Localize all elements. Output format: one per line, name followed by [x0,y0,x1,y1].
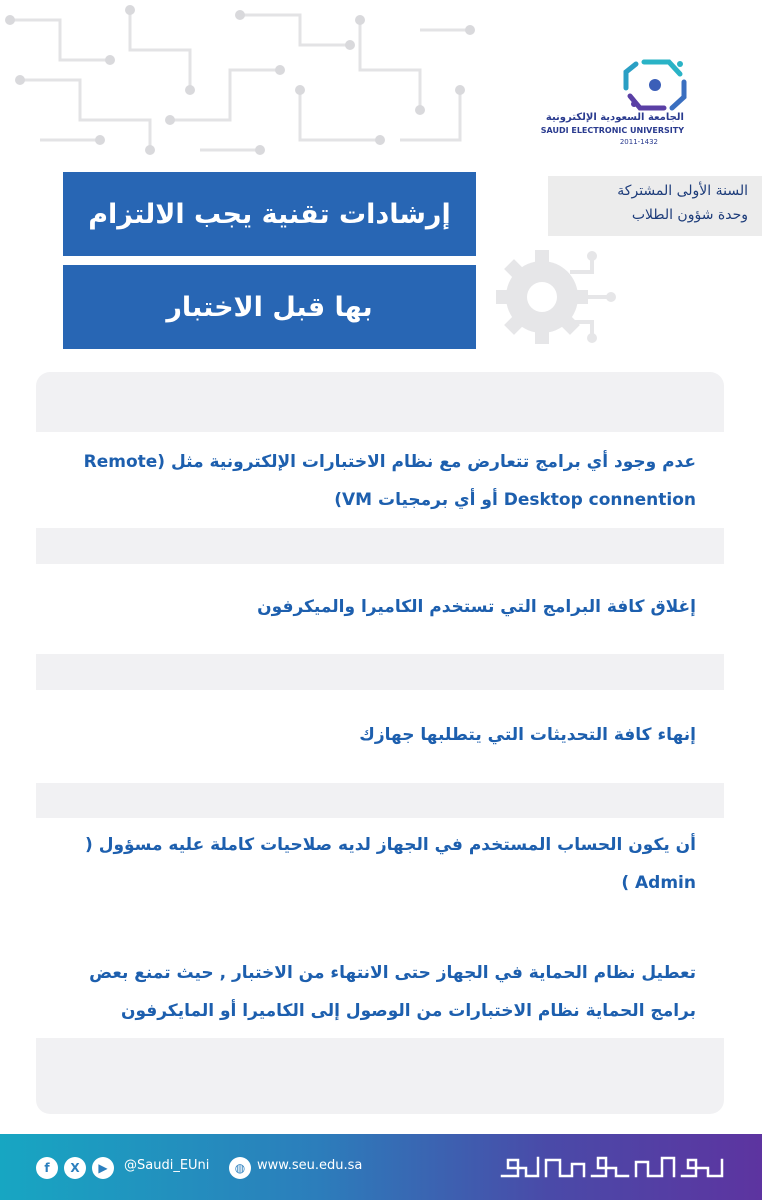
gear-circuit-icon [492,242,617,352]
website-link[interactable]: www.seu.edu.sa [257,1158,363,1173]
youtube-icon[interactable]: ▶ [92,1157,114,1179]
department-line-1: السنة الأولى المشتركة [617,183,748,199]
title-line-2: بها قبل الاختبار [63,265,476,349]
instruction-item-3: إنهاء كافة التحديثات التي يتطلبها جهازك [359,725,696,745]
instruction-item-1: عدم وجود أي برامج تتعارض مع نظام الاختبارات الإلكترونية مثل (Remote Desktop connention أو أي برمجيات VM) [83,452,696,510]
university-years: 2011-1432 [619,138,658,146]
x-icon[interactable]: X [64,1157,86,1179]
department-line-2: وحدة شؤون الطلاب [631,207,748,223]
circuit-background [0,0,480,170]
university-name-ar: الجامعة السعودية الإلكترونية [545,112,684,123]
university-logo [534,52,724,162]
facebook-icon[interactable]: f [36,1157,58,1179]
instruction-item-5: تعطيل نظام الحماية في الجهاز حتى الانتهاء من الاختبار , حيث تمنع بعض برامج الحماية نظام الاختبارات من الوصول إلى الكاميرا أو المايكرفون [89,963,696,1021]
university-name-en: SAUDI ELECTRONIC UNIVERSITY [540,126,684,135]
title-line-1: إرشادات تقنية يجب الالتزام [63,172,476,256]
globe-icon: ◍ [229,1157,251,1179]
department-box [548,176,762,236]
social-handle[interactable]: @Saudi_EUni [124,1158,210,1173]
instruction-item-2: إغلاق كافة البرامج التي تستخدم الكاميرا والميكرفون [257,597,696,617]
instruction-item-4: أن يكون الحساب المستخدم في الجهاز لديه صلاحيات كاملة عليه مسؤول ( Admin ) [85,835,696,893]
footer-calligraphy-art [498,1148,726,1186]
seu-logo-icon [614,52,696,114]
